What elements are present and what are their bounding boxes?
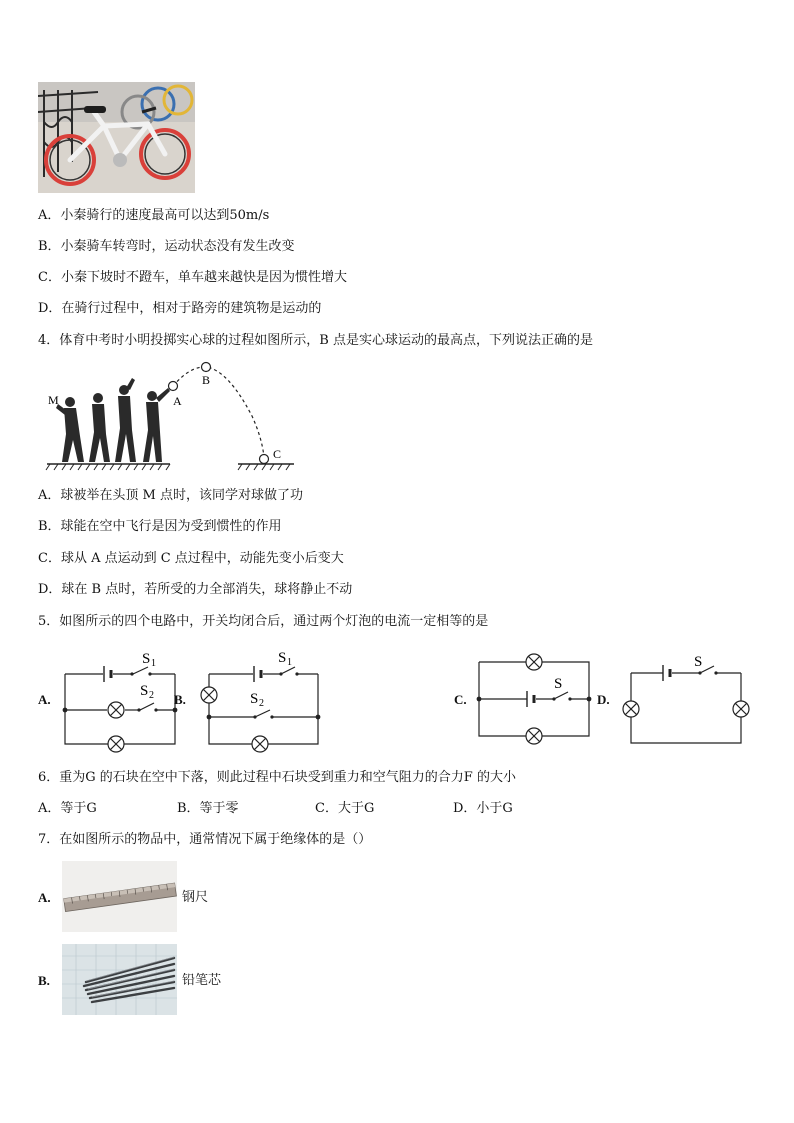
circuit-a-label: A.: [38, 692, 51, 707]
switch-s1-sub: 1: [151, 658, 156, 669]
switch-s-label-d: S: [694, 654, 703, 670]
bicycle-photo: [38, 82, 195, 193]
circuit-c-label: C.: [454, 692, 467, 707]
circuit-d-label: D.: [597, 692, 610, 707]
circuit-b: [195, 645, 325, 753]
switch-s1-label: S: [142, 651, 151, 667]
q7-stem: 7．在如图所示的物品中，通常情况下属于绝缘体的是（）: [38, 832, 372, 847]
q4-option-d: D．球在 B 点时，若所受的力全部消失，球将静止不动: [38, 582, 353, 597]
q3-option-a: A．小秦骑行的速度最高可以达到50m/s: [38, 208, 270, 223]
q6-option-b: B．等于零: [177, 801, 239, 816]
label-b: B: [202, 373, 211, 387]
switch-s1-label-b: S: [278, 650, 287, 666]
circuit-a: [58, 645, 183, 753]
steel-ruler-photo: [62, 861, 177, 932]
q7-item-b-letter: B.: [38, 973, 50, 988]
label-a: A: [173, 394, 182, 408]
switch-s2-label-b: S: [250, 691, 259, 707]
switch-s2-sub: 2: [149, 690, 154, 701]
switch-s2-sub-b: 2: [259, 698, 264, 709]
q7-item-a-letter: A.: [38, 890, 51, 905]
switch-s2-label: S: [140, 683, 149, 699]
q4-option-c: C．球从 A 点运动到 C 点过程中，动能先变小后变大: [38, 551, 344, 566]
pencil-lead-photo: [62, 944, 177, 1015]
q6-option-a: A．等于G: [38, 801, 97, 816]
q7-item-a-label: 钢尺: [182, 890, 209, 905]
shot-put-figure: [40, 358, 300, 476]
q5-stem: 5．如图所示的四个电路中，开关均闭合后，通过两个灯泡的电流一定相等的是: [38, 614, 489, 629]
q4-option-b: B．球能在空中飞行是因为受到惯性的作用: [38, 519, 282, 534]
q6-option-c: C．大于G: [315, 801, 375, 816]
q3-option-b: B．小秦骑车转弯时，运动状态没有发生改变: [38, 239, 295, 254]
q6-stem: 6．重为G 的石块在空中下落，则此过程中石块受到重力和空气阻力的合力F 的大小: [38, 770, 516, 785]
circuit-b-label: B.: [174, 692, 186, 707]
q4-stem: 4．体育中考时小明投掷实心球的过程如图所示，B 点是实心球运动的最高点，下列说法正确的是: [38, 333, 593, 348]
label-m: M: [48, 393, 59, 407]
q3-option-c: C．小秦下坡时不蹬车，单车越来越快是因为惯性增大: [38, 270, 347, 285]
q4-option-a: A．球被举在头顶 M 点时，该同学对球做了功: [38, 488, 303, 503]
q6-option-d: D．小于G: [453, 801, 513, 816]
circuit-c: [472, 650, 596, 750]
label-c: C: [273, 447, 282, 461]
q3-option-d: D．在骑行过程中，相对于路旁的建筑物是运动的: [38, 301, 322, 316]
circuit-d: [620, 652, 752, 748]
q7-item-b-label: 铅笔芯: [182, 973, 222, 988]
switch-s-label-c: S: [554, 676, 563, 692]
switch-s1-sub-b: 1: [287, 657, 292, 668]
